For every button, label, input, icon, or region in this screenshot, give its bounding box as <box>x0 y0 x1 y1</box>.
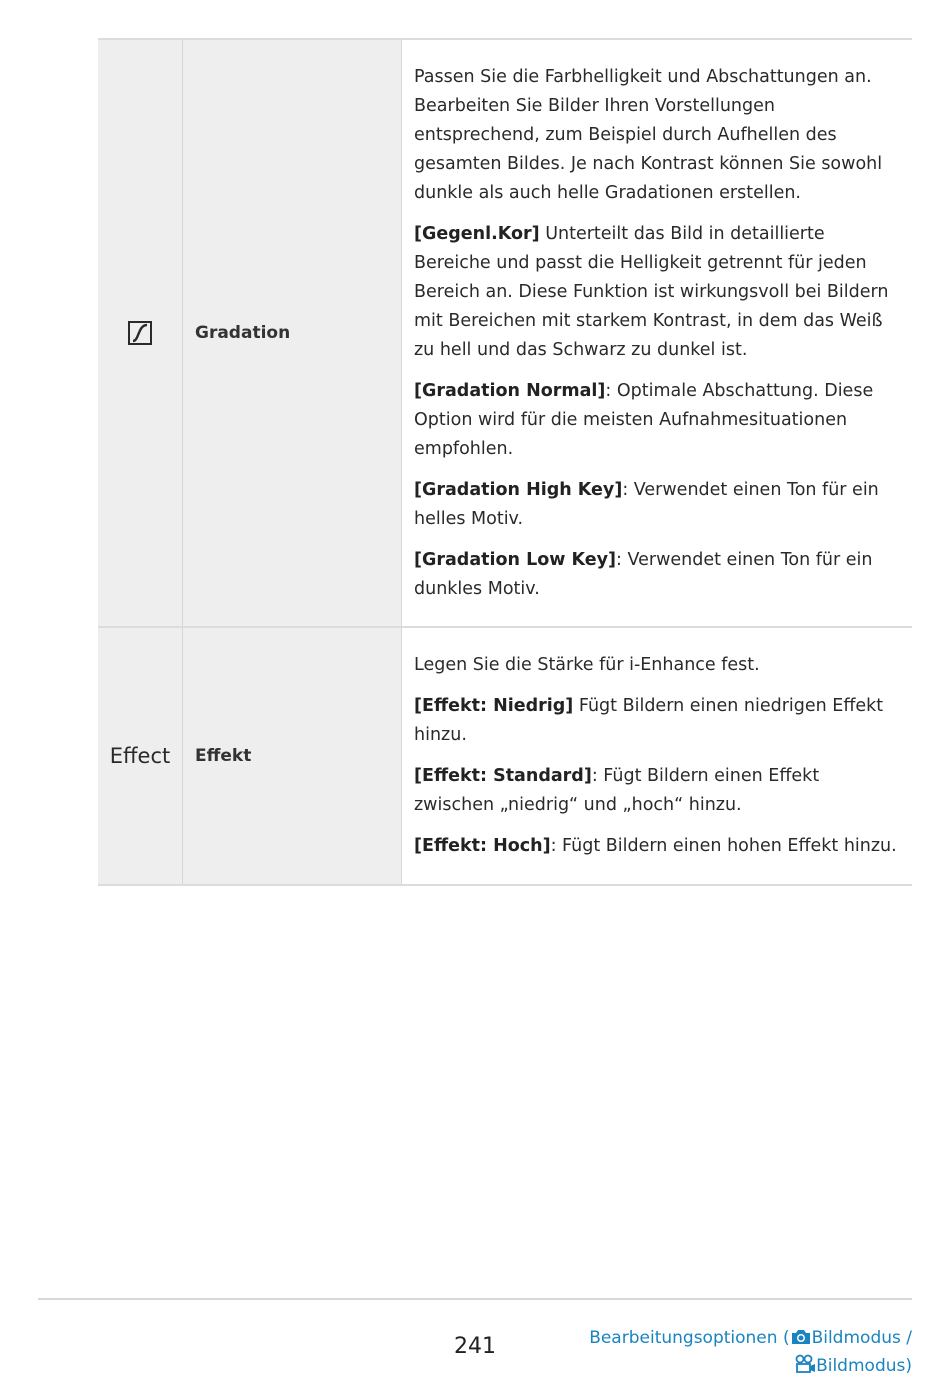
description-paragraph: Passen Sie die Farbhelligkeit und Abschattungen an. Bearbeiten Sie Bilder Ihren Vorstellungen entsprechend, zum Beispiel durch Aufhellen des gesamten Bildes. Je nach Kontrast können Sie sowohl dunkle als auch helle Gradationen erstellen. <box>414 66 883 203</box>
footer-link-line-2 <box>572 1354 912 1382</box>
footer-link-text-1: Bearbeitungsoptionen ( <box>589 1328 790 1348</box>
row-icon-cell <box>98 627 183 885</box>
description-paragraph: [Effekt: Hoch]: Fügt Bildern einen hohen Effekt hinzu. <box>414 836 897 856</box>
effect-label-icon: Effect <box>109 744 171 768</box>
row-description-gradation <box>402 39 913 627</box>
table-row-effect <box>98 627 912 885</box>
footer-breadcrumb-link[interactable] <box>572 1326 912 1382</box>
description-paragraph: [Gegenl.Kor] Unterteilt das Bild in detaillierte Bereiche und passt die Helligkeit getrennt für jeden Bereich an. Diese Funktion ist wirkungsvoll bei Bildern mit Bereichen mit starkem Kontrast, in dem das Weiß zu hell und das Schwarz zu dunkel ist. <box>414 223 889 360</box>
gradation-curve-icon <box>127 320 153 346</box>
settings-table <box>98 38 912 886</box>
footer-divider <box>38 1298 912 1300</box>
row-description-effect <box>402 627 913 885</box>
description-paragraph: [Gradation High Key]: Verwendet einen Ton für ein helles Motiv. <box>414 479 879 529</box>
row-name-effect: Effekt <box>183 627 402 885</box>
camera-icon <box>790 1328 812 1354</box>
page-number: 241 <box>454 1334 496 1359</box>
footer-link-line-1 <box>572 1326 912 1354</box>
description-paragraph: Legen Sie die Stärke für i-Enhance fest. <box>414 655 760 675</box>
row-icon-cell <box>98 39 183 627</box>
row-name-gradation: Gradation <box>183 39 402 627</box>
description-paragraph: [Gradation Low Key]: Verwendet einen Ton für ein dunkles Motiv. <box>414 549 873 599</box>
description-paragraph: [Gradation Normal]: Optimale Abschattung. Diese Option wird für die meisten Aufnahmesituationen empfohlen. <box>414 380 874 459</box>
footer-link-text-3: Bildmodus) <box>816 1356 912 1376</box>
footer-link-text-2: Bildmodus / <box>811 1328 912 1348</box>
description-paragraph: [Effekt: Standard]: Fügt Bildern einen Effekt zwischen „niedrig“ und „hoch“ hinzu. <box>414 766 820 815</box>
description-paragraph: [Effekt: Niedrig] Fügt Bildern einen niedrigen Effekt hinzu. <box>414 696 884 745</box>
video-camera-icon <box>794 1354 816 1382</box>
table-row-gradation <box>98 39 912 627</box>
